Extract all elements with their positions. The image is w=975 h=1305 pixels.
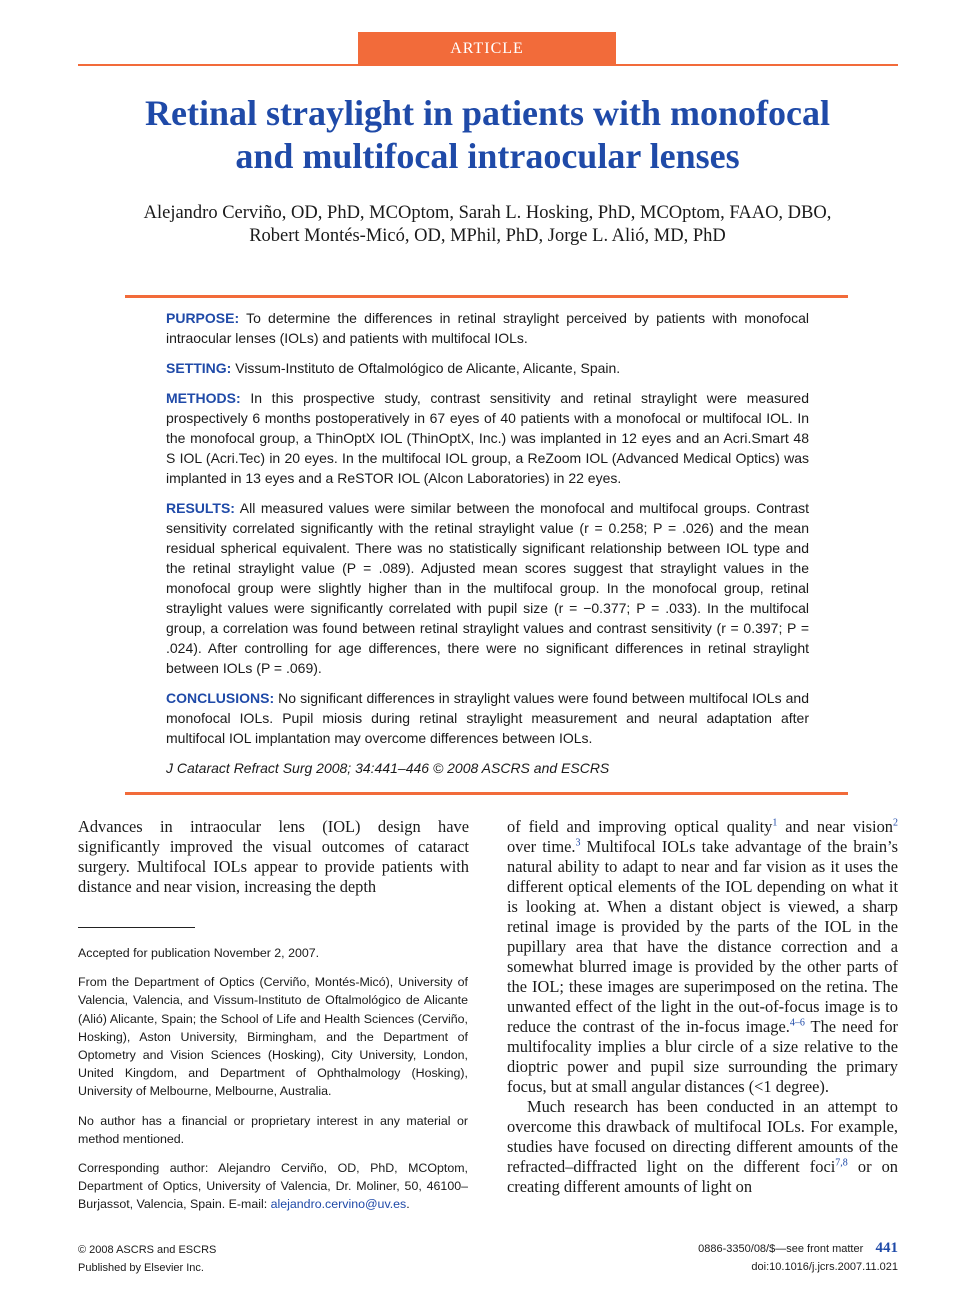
corresponding-text: Corresponding author: Alejandro Cerviño, OD, PhD, MCOptom, Department of Optics, University of Valencia, Dr. Moliner, 50, 46100–Burjassot, Valencia, Spain. E-mail:: [78, 1161, 468, 1212]
footer-publisher: Published by Elsevier Inc.: [78, 1262, 204, 1274]
abstract-bottom-rule: [125, 792, 848, 795]
authors-line-2: Robert Montés-Micó, OD, MPhil, PhD, Jorge L. Alió, MD, PhD: [249, 226, 726, 246]
footer-left: [78, 1241, 216, 1277]
ref-link-4-6[interactable]: 4–6: [789, 1017, 805, 1029]
corresponding-note: [78, 1159, 468, 1214]
results-label: RESULTS:: [166, 500, 235, 516]
footnote-rule: [78, 927, 195, 928]
p1-text-b: and near vision: [777, 817, 893, 836]
methods-text: In this prospective study, contrast sensitivity and retinal straylight were measured prospectively 6 months postoperatively in 67 eyes of 40 patients with a monofocal or multifocal IOL. In the monofocal group, a ThinOptX IOL (ThinOptX, Inc.) was implanted in 12 eyes and an Acri.Smart 48 S IOL (Acri.Tec) in 20 eyes. In the multifocal IOL group, a ReZoom IOL (Advanced Medical Optics) was implanted in 13 eyes and a ReSTOR IOL (Alcon Laboratories) in 22 eyes.: [166, 390, 809, 486]
abstract-purpose: [166, 308, 809, 348]
footer-copyright: © 2008 ASCRS and ESCRS: [78, 1244, 217, 1256]
article-type-tag: ARTICLE: [358, 32, 616, 64]
article-title: [60, 92, 915, 178]
p1-text-d: Multifocal IOLs take advantage of the brain’s natural ability to adapt to near and far vision as it uses the different optical elements of the IOL depending on what it is looking at. When a distant object is viewed, a sharp retinal image is provided by the parts of the IOL in the pupillary area that have the distance correction and a somewhat blurred image is provided by the other parts of the IOL; these images are superimposed on the retina. The unwanted effect of the light in the out-of-focus image is to reduce the contrast of the in-focus image.: [507, 837, 898, 1036]
ref-link-7-8[interactable]: 7,8: [835, 1157, 848, 1169]
p1-text-c: over time.: [507, 837, 576, 856]
abstract: [166, 308, 809, 788]
intro-paragraph: Advances in intraocular lens (IOL) design have significantly improved the visual outcomes of cataract surgery. Multifocal IOLs appear to provide patients with distance and near vision, increasing the depth: [78, 817, 469, 896]
p2-text-a: Much research has been conducted in an attempt to overcome this drawback of multifocal IOLs. For example, studies have focused on directing different amounts of the refracted–diffracted light on the different foci: [507, 1097, 898, 1176]
footer-right: [698, 1239, 898, 1276]
disclosure-note: No author has a financial or proprietary interest in any material or method mentioned.: [78, 1113, 468, 1146]
corresponding-end: .: [406, 1197, 410, 1212]
setting-text: Vissum-Instituto de Oftalmológico de Alicante, Alicante, Spain.: [231, 360, 621, 376]
purpose-label: PURPOSE:: [166, 310, 240, 326]
results-text: All measured values were similar between the monofocal and multifocal groups. Contrast sensitivity correlated significantly with the retinal straylight value (r = 0.258; P = .026) and the mean residual spherical equivalent. There was no statistically significant relationship between IOL type and the retinal straylight value (P = .089). Adjusted mean scores suggest that straylight values in the monofocal group were slightly higher than in the multifocal group. In the monofocal group, retinal straylight values were significantly correlated with pupil size (r = −0.377; P = .033). In the multifocal group, a correlation was found between retinal straylight values and contrast sensitivity (r = 0.397; P = .024). After controlling for age differences, there were no significant differences in retinal straylight between IOLs (P = .069).: [166, 500, 809, 676]
body-column-right: [507, 817, 898, 1197]
p1-text-a: of field and improving optical quality: [507, 817, 773, 836]
abstract-conclusions: [166, 688, 809, 748]
article-notes: [78, 944, 468, 1225]
p1-text-e: The need for multifocality implies a blur circle of a size relative to the dioptric power and pupil size surrounding the primary focus, but at small angular distances (<1 degree).: [507, 1017, 899, 1096]
abstract-methods: [166, 388, 809, 488]
ref-link-3[interactable]: 3: [575, 837, 581, 849]
conclusions-label: CONCLUSIONS:: [166, 690, 275, 706]
authors-line-1: Alejandro Cerviño, OD, PhD, MCOptom, Sarah L. Hosking, PhD, MCOptom, FAAO, DBO,: [143, 203, 832, 223]
ref-link-2[interactable]: 2: [893, 817, 898, 829]
conclusions-text: No significant differences in straylight values were found between multifocal IOLs and monofocal IOLs. Pupil miosis during retinal straylight measurement and neural adaptation after multifocal IOL implantation may overcome differences between IOLs.: [166, 690, 809, 746]
accepted-note: Accepted for publication November 2, 2007.: [78, 946, 320, 960]
body-paragraph-2: [507, 1097, 898, 1197]
journal-citation: J Cataract Refract Surg 2008; 34:441–446 © 2008 ASCRS and ESCRS: [166, 760, 610, 776]
setting-label: SETTING:: [166, 360, 232, 376]
footer-doi[interactable]: doi:10.1016/j.jcrs.2007.11.021: [751, 1261, 898, 1273]
header-rule: [78, 64, 898, 66]
abstract-setting: [166, 358, 809, 378]
title-line-2: and multifocal intraocular lenses: [235, 136, 740, 176]
affiliation-note: From the Department of Optics (Cerviño, Montés-Micó), University of Valencia, Valencia, and Vissum-Instituto de Oftalmológico de Alicante (Alió) Alicante, Spain; the School of Life and Health Sciences (Cerviño, Hosking), Aston University, Birmingham, and the Department of Optometry and Vision Sciences (Hosking), City University, London, United Kingdom, and Department of Ophthalmology (Hosking), University of Melbourne, Melbourne, Australia.: [78, 975, 468, 1099]
abstract-results: [166, 498, 809, 678]
body-paragraph-1: [507, 817, 898, 1097]
footer-issn-line: [698, 1239, 898, 1258]
purpose-text: To determine the differences in retinal straylight perceived by patients with monofocal intraocular lenses (IOLs) and patients with multifocal IOLs.: [166, 310, 809, 346]
page-number: 441: [875, 1240, 898, 1256]
body-column-left: [78, 817, 469, 897]
ref-link-1[interactable]: 1: [772, 817, 778, 829]
author-list: [60, 202, 915, 248]
author-email-link[interactable]: alejandro.cervino@uv.es: [270, 1197, 407, 1212]
abstract-top-rule: [125, 295, 848, 298]
p2-text-b: or on creating different amounts of light on: [507, 1157, 898, 1196]
title-line-1: Retinal straylight in patients with monofocal: [144, 93, 830, 133]
methods-label: METHODS:: [166, 390, 241, 406]
footer-issn: 0886-3350/08/$—see front matter: [698, 1243, 864, 1255]
